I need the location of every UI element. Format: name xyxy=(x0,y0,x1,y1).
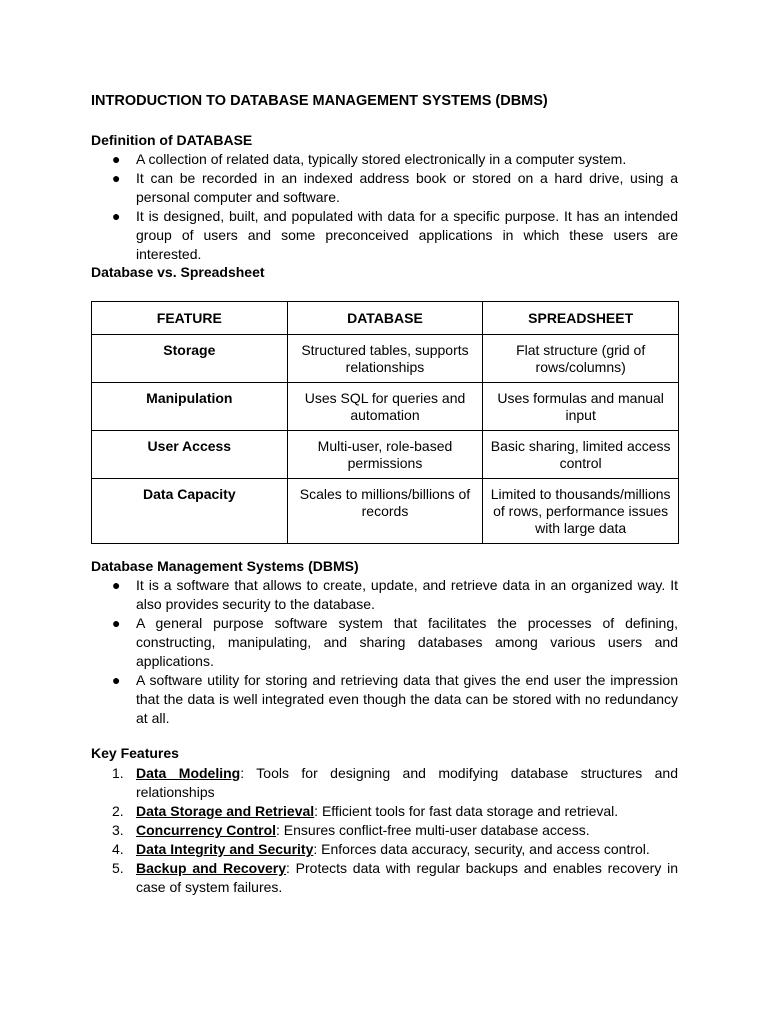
feature-description: : Enforces data accuracy, security, and access control. xyxy=(313,841,650,857)
database-cell: Uses SQL for queries and automation xyxy=(287,383,483,431)
list-item xyxy=(91,764,678,802)
item-number: 1. xyxy=(112,765,124,781)
comparison-heading: Database vs. Spreadsheet xyxy=(91,264,265,280)
feature-term: Data Storage and Retrieval xyxy=(136,803,315,819)
column-header-spreadsheet: SPREADSHEET xyxy=(483,302,679,335)
feature-description: : Protects data with regular backups and enables recovery in case of system failures. xyxy=(136,860,678,895)
table-row xyxy=(92,431,679,479)
list-item: ● It can be recorded in an indexed address book or stored on a hard drive, using a personal computer and software. xyxy=(112,170,678,205)
spreadsheet-cell: Limited to thousands/millions of rows, performance issues with large data xyxy=(483,479,679,544)
feature-cell: User Access xyxy=(92,431,288,479)
list-item: ● A general purpose software system that facilitates the processes of defining, constructing, manipulating, and sharing databases among various users and applications. xyxy=(112,615,678,669)
key-features-list xyxy=(91,764,678,897)
dbms-section xyxy=(91,576,678,728)
database-cell: Multi-user, role-based permissions xyxy=(287,431,483,479)
table-row xyxy=(92,335,679,383)
list-item xyxy=(91,821,678,840)
key-features-heading: Key Features xyxy=(91,745,179,761)
spreadsheet-cell: Uses formulas and manual input xyxy=(483,383,679,431)
column-header-feature: FEATURE xyxy=(92,302,288,335)
feature-term: Backup and Recovery xyxy=(136,860,287,876)
bullet-icon: ● xyxy=(112,151,121,167)
bullet-icon: ● xyxy=(112,170,121,186)
table-header-row xyxy=(92,302,679,335)
list-item xyxy=(91,802,678,821)
feature-description: : Ensures conflict-free multi-user database access. xyxy=(276,822,590,838)
list-item xyxy=(91,859,678,897)
item-number: 3. xyxy=(112,822,124,838)
feature-term: Concurrency Control xyxy=(136,822,277,838)
bullet-icon: ● xyxy=(112,577,121,593)
table-row xyxy=(92,383,679,431)
bullet-icon: ● xyxy=(112,208,121,224)
feature-term: Data Modeling xyxy=(136,765,241,781)
column-header-database: DATABASE xyxy=(287,302,483,335)
key-features-section xyxy=(91,764,678,897)
definition-heading: Definition of DATABASE xyxy=(91,132,253,148)
feature-cell: Manipulation xyxy=(92,383,288,431)
table-row xyxy=(92,479,679,544)
list-item: ● A software utility for storing and retrieving data that gives the end user the impression that the data is well integrated even though the data can be stored with no redundancy at all. xyxy=(112,672,678,726)
feature-description: : Efficient tools for fast data storage and retrieval. xyxy=(314,803,619,819)
database-cell: Structured tables, supports relationships xyxy=(287,335,483,383)
item-number: 4. xyxy=(112,841,124,857)
definition-bullet-list xyxy=(91,150,678,264)
list-item: ● A collection of related data, typically stored electronically in a computer system. xyxy=(112,151,627,167)
spreadsheet-cell: Basic sharing, limited access control xyxy=(483,431,679,479)
document-title: INTRODUCTION TO DATABASE MANAGEMENT SYSTEMS (DBMS) xyxy=(91,93,548,109)
comparison-table xyxy=(91,301,679,544)
feature-term: Data Integrity and Security xyxy=(136,841,314,857)
list-item: ● It is a software that allows to create, update, and retrieve data in an organized way. It also provides security to the database. xyxy=(112,577,678,612)
item-number: 5. xyxy=(112,860,124,876)
feature-cell: Data Capacity xyxy=(92,479,288,544)
item-number: 2. xyxy=(112,803,124,819)
dbms-bullet-list xyxy=(91,576,678,728)
dbms-heading: Database Management Systems (DBMS) xyxy=(91,558,359,574)
feature-description: : Tools for designing and modifying database structures and relationships xyxy=(136,765,678,800)
bullet-icon: ● xyxy=(112,615,121,631)
list-item: ● It is designed, built, and populated with data for a specific purpose. It has an intended group of users and some preconceived applications in which these users are interested. xyxy=(112,208,678,262)
database-cell: Scales to millions/billions of records xyxy=(287,479,483,544)
bullet-icon: ● xyxy=(112,672,121,688)
spreadsheet-cell: Flat structure (grid of rows/columns) xyxy=(483,335,679,383)
list-item xyxy=(91,840,678,859)
definition-section xyxy=(91,150,678,264)
feature-cell: Storage xyxy=(92,335,288,383)
